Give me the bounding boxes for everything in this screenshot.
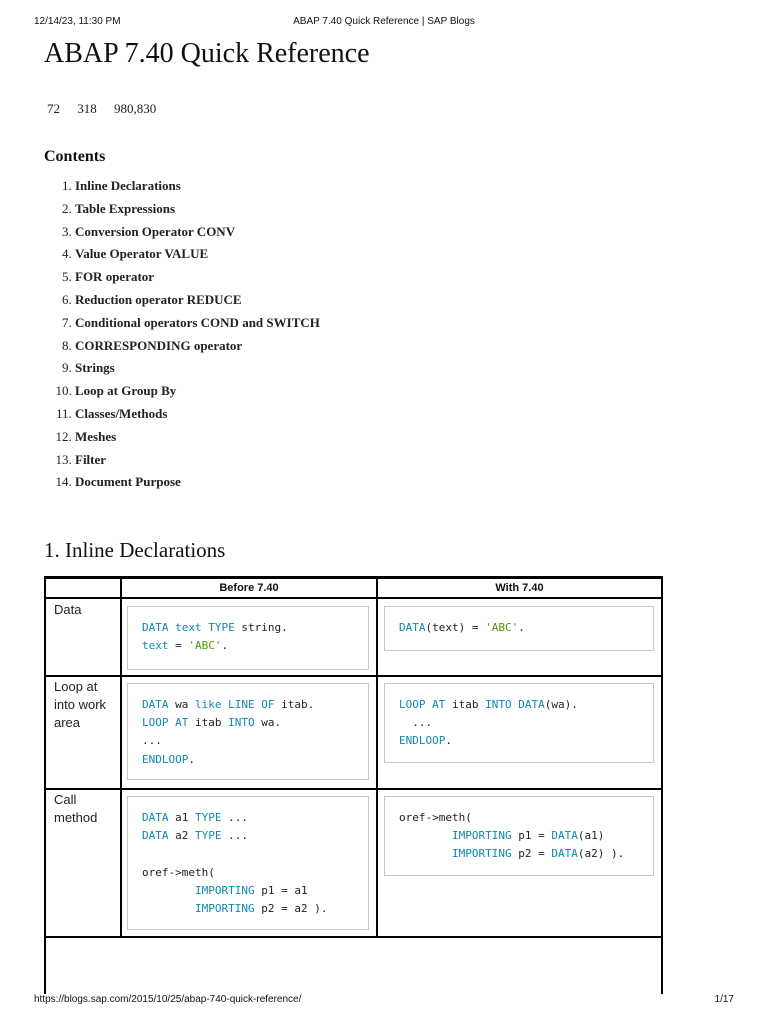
article-stats bbox=[47, 101, 170, 117]
column-header-with: With 7.40 bbox=[495, 582, 544, 594]
keyword-token: AT bbox=[175, 716, 189, 730]
keyword-token: DATA bbox=[142, 829, 169, 843]
print-page-title: ABAP 7.40 Quick Reference | SAP Blogs bbox=[293, 16, 475, 27]
toc-link[interactable]: 8. CORRESPONDING operator bbox=[75, 335, 320, 358]
print-url[interactable]: https://blogs.sap.com/2015/10/25/abap-740-quick-reference/ bbox=[34, 994, 302, 1005]
stat-comments: 318 bbox=[77, 101, 97, 116]
toc-link[interactable]: 3. Conversion Operator CONV bbox=[75, 221, 320, 244]
row-divider bbox=[46, 597, 661, 599]
toc-link[interactable]: 5. FOR operator bbox=[75, 266, 320, 289]
keyword-token: INTO bbox=[485, 698, 512, 711]
stat-likes: 72 bbox=[47, 101, 60, 116]
row-label-data: Data bbox=[54, 602, 82, 617]
row-label-loop: Loop at into work area bbox=[54, 679, 107, 730]
keyword-token: like bbox=[195, 698, 222, 711]
print-header bbox=[34, 16, 734, 30]
keyword-token: DATA bbox=[142, 811, 169, 824]
keyword-token: IMPORTING bbox=[194, 902, 255, 916]
table-of-contents bbox=[44, 175, 320, 494]
column-divider bbox=[376, 579, 378, 937]
toc-link[interactable]: 7. Conditional operators COND and SWITCH bbox=[75, 312, 320, 335]
toc-link[interactable]: 10. Loop at Group By bbox=[75, 380, 320, 403]
print-footer bbox=[34, 994, 734, 1008]
comparison-table bbox=[44, 576, 663, 994]
row-divider bbox=[46, 788, 661, 790]
keyword-token: AT bbox=[432, 698, 446, 711]
toc-link[interactable]: 11. Classes/Methods bbox=[75, 403, 320, 426]
row-divider bbox=[46, 675, 661, 677]
code-block-before-loop: DATA wa like LINE OF itab. LOOP AT itab INTO wa. ... ENDLOOP. bbox=[127, 683, 369, 780]
keyword-token: ENDLOOP bbox=[142, 752, 189, 766]
toc-link[interactable]: 2. Table Expressions bbox=[75, 198, 320, 221]
toc-link[interactable]: 14. Document Purpose bbox=[75, 471, 320, 494]
keyword-token: TYPE bbox=[208, 621, 235, 634]
keyword-token: DATA bbox=[142, 621, 169, 634]
row-divider bbox=[46, 936, 661, 938]
toc-link[interactable]: 1. Inline Declarations bbox=[75, 175, 320, 198]
keyword-token: DATA bbox=[551, 829, 578, 843]
column-divider bbox=[120, 579, 122, 937]
keyword-token: DATA bbox=[142, 698, 169, 711]
keyword-token: TYPE bbox=[195, 811, 222, 824]
keyword-token: IMPORTING bbox=[194, 883, 255, 897]
string-token: 'ABC' bbox=[485, 621, 519, 634]
toc-link[interactable]: 12. Meshes bbox=[75, 426, 320, 449]
keyword-token: DATA bbox=[518, 698, 545, 711]
toc-link[interactable]: 13. Filter bbox=[75, 449, 320, 472]
keyword-token: LOOP bbox=[142, 716, 169, 730]
keyword-token: ENDLOOP bbox=[399, 734, 446, 748]
code-block-before-data: DATA text TYPE string. text = 'ABC'. bbox=[127, 606, 369, 670]
keyword-token: LINE OF bbox=[228, 698, 275, 711]
section-heading: 1. Inline Declarations bbox=[44, 538, 226, 562]
keyword-token: LOOP bbox=[399, 698, 426, 711]
keyword-token: DATA bbox=[399, 621, 426, 634]
toc-link[interactable]: 4. Value Operator VALUE bbox=[75, 243, 320, 266]
print-datetime: 12/14/23, 11:30 PM bbox=[34, 16, 121, 27]
contents-heading: Contents bbox=[44, 148, 106, 165]
code-block-with-call: oref->meth( IMPORTING p1 = DATA(a1) IMPORTING p2 = DATA(a2) ). bbox=[384, 796, 654, 876]
string-token: 'ABC' bbox=[188, 639, 222, 653]
keyword-token: IMPORTING bbox=[451, 847, 512, 861]
code-block-with-data: DATA(text) = 'ABC'. bbox=[384, 606, 654, 651]
stat-views: 980,830 bbox=[114, 101, 157, 116]
column-header-before: Before 7.40 bbox=[219, 582, 279, 594]
toc-link[interactable]: 6. Reduction operator REDUCE bbox=[75, 289, 320, 312]
code-block-with-loop: LOOP AT itab INTO DATA(wa). ... ENDLOOP. bbox=[384, 683, 654, 763]
keyword-token: INTO bbox=[228, 716, 255, 730]
article-title: ABAP 7.40 Quick Reference bbox=[44, 38, 370, 69]
code-block-before-call: DATA a1 TYPE ... DATA a2 TYPE ... oref->meth( IMPORTING p1 = a1 IMPORTING p2 = a2 ). bbox=[127, 796, 369, 930]
toc-link[interactable]: 9. Strings bbox=[75, 357, 320, 380]
row-label-call-method: Call method bbox=[54, 792, 98, 825]
keyword-token: DATA bbox=[551, 847, 578, 861]
keyword-token: TYPE bbox=[195, 829, 222, 843]
print-page-number: 1/17 bbox=[714, 994, 734, 1005]
keyword-token: IMPORTING bbox=[451, 829, 512, 843]
